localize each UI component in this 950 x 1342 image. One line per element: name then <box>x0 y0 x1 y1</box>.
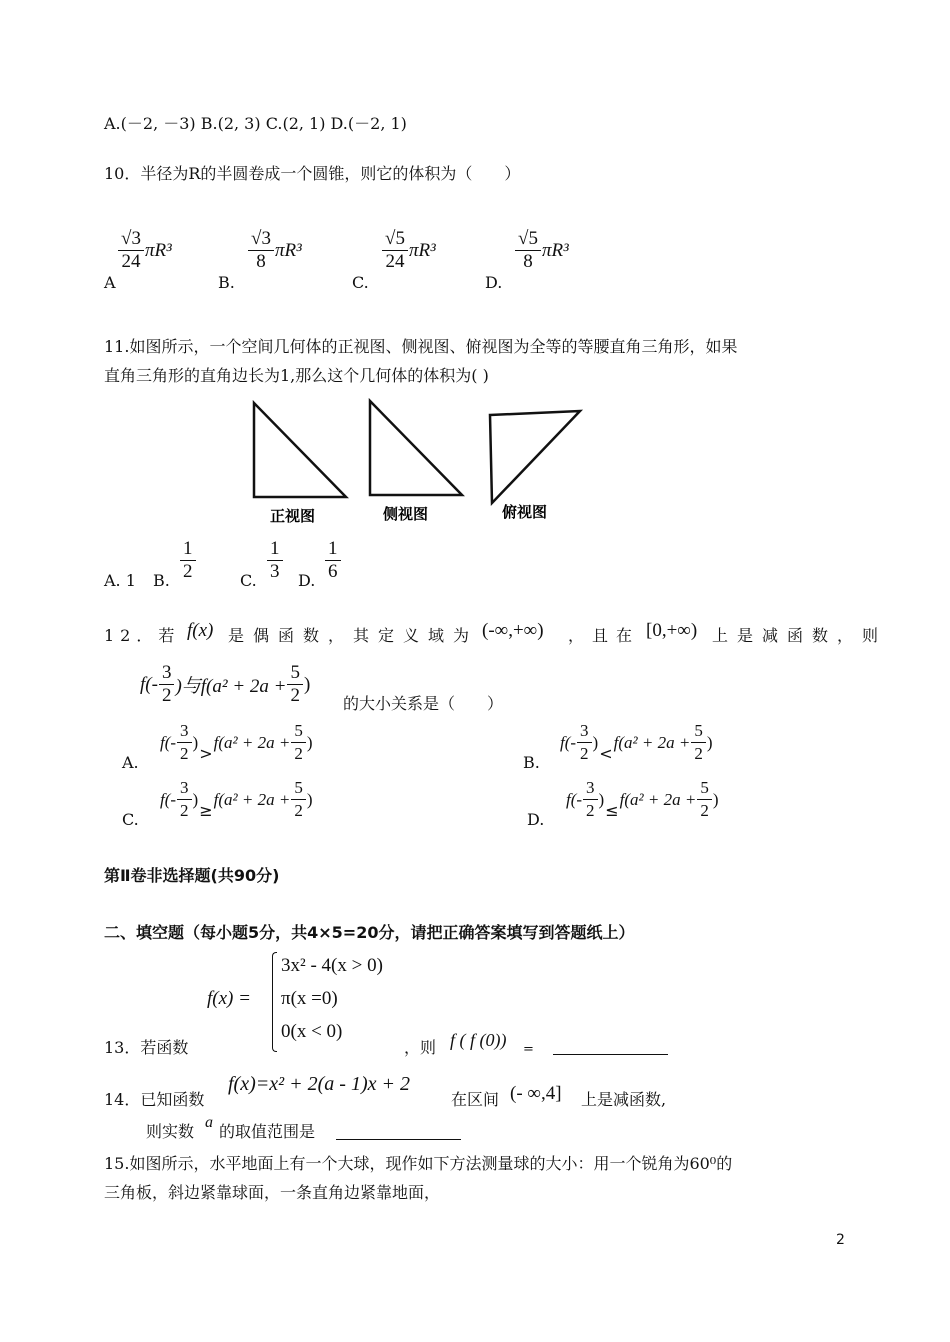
q14-variable-a: a <box>205 1114 213 1131</box>
q10-option-d-formula: $\frac{√5}{8}$ πR³ <box>515 228 569 273</box>
q11-option-c-label: C. <box>240 571 257 590</box>
q13-answer-blank[interactable] <box>553 1054 668 1055</box>
q12-option-c-expression: f(- $\frac{3}{2}$ ) ≥ f(a² + 2a + $\frac{5}{2}$ ) <box>160 778 313 820</box>
q10-option-c-formula: $\frac{√5}{24}$ πR³ <box>382 228 436 273</box>
q10-stem: 10．半径为R的半圆卷成一个圆锥，则它的体积为（ ） <box>104 164 521 183</box>
page-number: 2 <box>836 1232 845 1248</box>
q12-option-b-expression: f(- $\frac{3}{2}$ ) < f(a² + 2a + $\frac{5}{2}$ ) <box>560 721 713 763</box>
q15-line1: 15.如图所示，水平地面上有一个大球，现作如下方法测量球的大小：用一个锐角为60⁰的 <box>104 1154 733 1173</box>
q14-line2-suffix: 的取值范围是 <box>219 1122 316 1141</box>
q12-prefix: 12．若 <box>104 626 181 645</box>
q11-stem-line1: 11.如图所示，一个空间几何体的正视图、侧视图、俯视图为全等的等腰直角三角形，如果 <box>104 337 738 356</box>
q14-line2-prefix: 则实数 <box>146 1122 195 1141</box>
front-view-label: 正视图 <box>270 507 316 525</box>
q10-option-a-formula: $\frac{√3}{24}$ πR³ <box>118 228 172 273</box>
q14-text2: 上是减函数, <box>581 1090 667 1109</box>
section-ii-heading: 第Ⅱ卷非选择题(共90分) <box>104 866 280 885</box>
q9-options: A.(－2, －3) B.(2, 3) C.(2, 1) D.(－2, 1) <box>104 114 407 133</box>
q10-option-b-label: B. <box>218 273 235 292</box>
q13-prefix: 13．若函数 <box>104 1038 189 1057</box>
q13-fx: f(x) = <box>207 988 251 1009</box>
side-view-label: 侧视图 <box>383 505 429 523</box>
front-view-triangle <box>254 403 346 497</box>
q11-option-c-fraction: $\frac{1}{3}$ <box>267 538 283 583</box>
q12-option-c-label: C. <box>122 810 139 829</box>
q14-text1: 在区间 <box>451 1090 500 1109</box>
q12-text1: 是偶函数，其定义域为 <box>228 626 479 645</box>
q12-option-b-label: B. <box>523 753 540 772</box>
fill-blank-section-title: 二、填空题（每小题5分，共4×5=20分，请把正确答案填写到答题纸上） <box>104 923 635 942</box>
q14-interval: (- ∞,4] <box>510 1083 562 1104</box>
q10-option-b-formula: $\frac{√3}{8}$ πR³ <box>248 228 302 273</box>
q13-ff0: f ( f (0)) <box>450 1030 507 1050</box>
q12-text2: ，且在 <box>568 626 641 645</box>
q11-option-b-fraction: $\frac{1}{2}$ <box>180 538 196 583</box>
q12-tail: 的大小关系是（ ） <box>343 694 504 713</box>
q10-option-a-label: A <box>104 273 116 292</box>
q13-case-3: 0(x < 0) <box>281 1021 343 1042</box>
q12-domain: (-∞,+∞) <box>482 620 544 641</box>
q12-fx: f(x) <box>187 620 214 641</box>
q11-option-d-label: D. <box>298 571 316 590</box>
q10-option-c-label: C. <box>352 273 369 292</box>
q13-piecewise-brace <box>272 952 277 1052</box>
q12-option-a-label: A. <box>122 753 139 772</box>
q10-option-d-label: D. <box>485 273 503 292</box>
q12-option-d-label: D. <box>527 810 545 829</box>
q12-option-d-expression: f(- $\frac{3}{2}$ ) ≤ f(a² + 2a + $\frac{5}{2}$ ) <box>566 778 719 820</box>
q14-function: f(x)=x² + 2(a - 1)x + 2 <box>228 1073 410 1095</box>
q12-option-a-expression: f(- $\frac{3}{2}$ ) > f(a² + 2a + $\frac{5}{2}$ ) <box>160 721 313 763</box>
q13-equals: = <box>523 1042 534 1057</box>
q11-option-b-label: B. <box>153 571 170 590</box>
top-view-label: 俯视图 <box>502 503 548 521</box>
q12-interval: [0,+∞) <box>646 620 698 641</box>
q11-stem-line2: 直角三角形的直角边长为1,那么这个几何体的体积为( ) <box>104 366 489 385</box>
q15-line2: 三角板，斜边紧靠球面，一条直角边紧靠地面， <box>104 1183 441 1202</box>
q13-then: ，则 <box>404 1038 437 1057</box>
q11-option-a: A. 1 <box>104 571 136 590</box>
q12-text3: 上是减函数，则 <box>712 626 888 645</box>
q14-answer-blank[interactable] <box>336 1139 461 1140</box>
side-view-triangle <box>370 401 462 495</box>
three-view-figure <box>240 395 600 530</box>
q13-case-1: 3x² - 4(x > 0) <box>281 955 383 976</box>
q14-prefix: 14．已知函数 <box>104 1090 205 1109</box>
q13-case-2: π(x =0) <box>281 988 338 1009</box>
q11-option-d-fraction: $\frac{1}{6}$ <box>325 538 341 583</box>
top-view-triangle <box>490 411 580 503</box>
q12-compare-expression: f(- $\frac{3}{2}$ )与f(a² + 2a + $\frac{5}{2}$ ) <box>140 662 311 706</box>
